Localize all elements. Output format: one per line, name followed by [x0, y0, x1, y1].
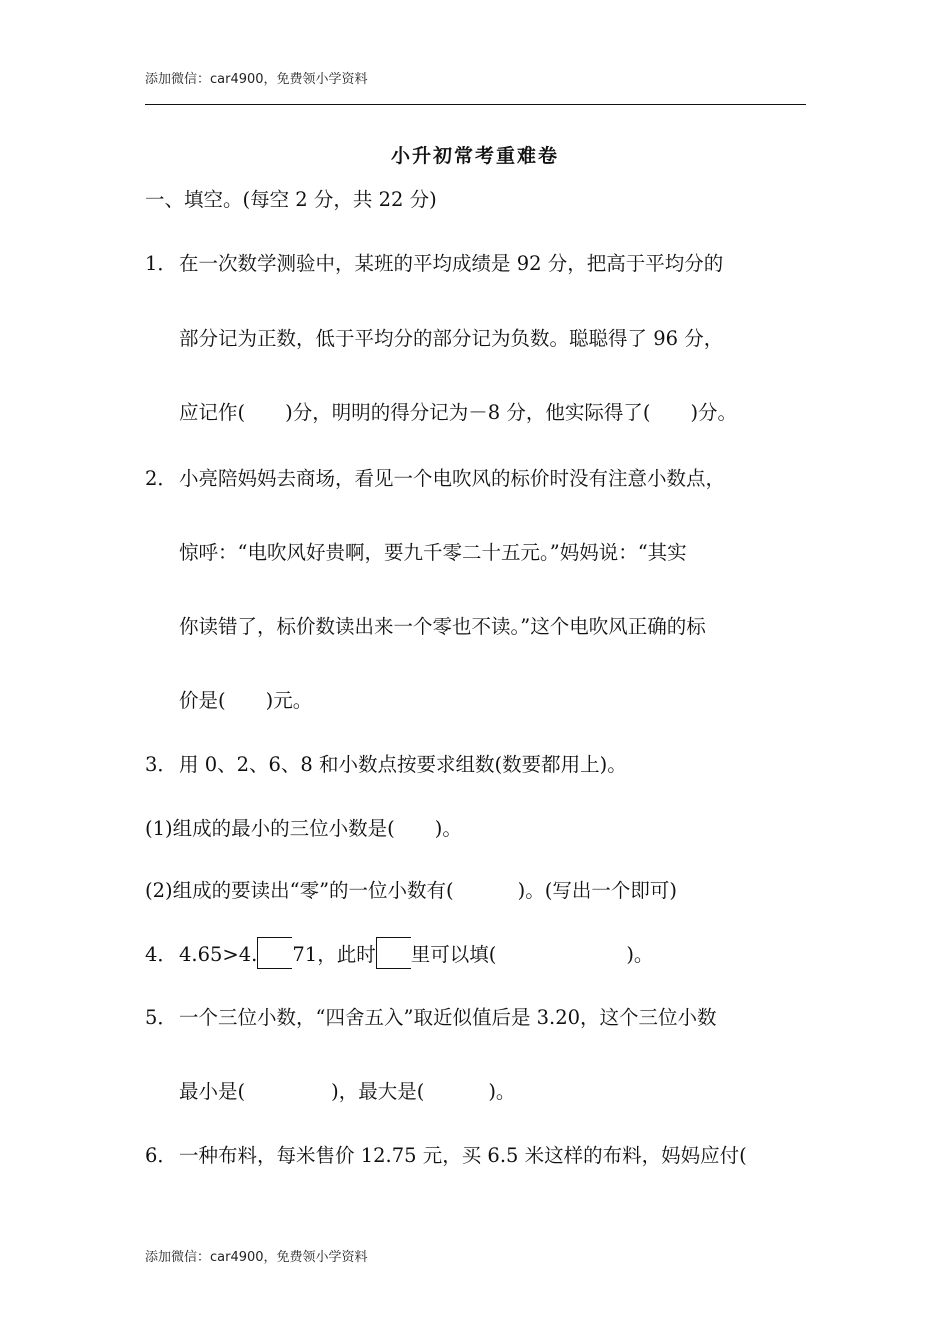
q4-digit-box-2[interactable]	[376, 937, 411, 969]
question-2-line-3: 你读错了，标价数读出来一个零也不读。”这个电吹风正确的标	[179, 615, 706, 638]
question-1-line-3	[179, 399, 737, 427]
question-3-text: 用 0、2、6、8 和小数点按要求组数(数要都用上)。	[179, 753, 627, 776]
q2-line-end: )元。	[265, 689, 313, 712]
question-6-line-1	[145, 1142, 747, 1170]
q4-digit-box-1[interactable]	[257, 937, 292, 969]
question-2-line-4	[179, 687, 312, 715]
q1-blank-2-open: )分，明明的得分记为－8 分，他实际得了(	[285, 401, 651, 424]
q5-blank-2-open: )，最大是(	[331, 1080, 425, 1103]
question-2-number: 2．	[145, 467, 177, 490]
question-1-number: 1．	[145, 252, 177, 275]
question-3-sub-2	[145, 877, 677, 905]
q3-sub2-end: )。(写出一个即可)	[517, 879, 677, 902]
q3-sub1-text: (1)组成的最小的三位小数是(	[145, 817, 395, 840]
header-divider	[145, 104, 806, 105]
q5-blank-1-open: 最小是(	[179, 1080, 246, 1103]
question-5-number: 5．	[145, 1006, 177, 1029]
page-footer: 添加微信：car4900，免费领小学资料	[145, 1250, 368, 1265]
question-1-text: 在一次数学测验中，某班的平均成绩是 92 分，把高于平均分的	[179, 252, 724, 275]
question-2-line-2: 惊呼：“电吹风好贵啊，要九千零二十五元。”妈妈说：“其实	[179, 541, 687, 564]
q2-blank-open: 价是(	[179, 689, 226, 712]
q4-text-c: 里可以填(	[410, 943, 497, 966]
question-1-line-2: 部分记为正数，低于平均分的部分记为负数。聪聪得了 96 分，	[179, 327, 724, 350]
question-6-number: 6．	[145, 1144, 177, 1167]
page-header: 添加微信：car4900，免费领小学资料	[145, 72, 368, 87]
question-3-sub-1	[145, 815, 462, 843]
question-5-line-2	[179, 1078, 515, 1106]
page-title: 小升初常考重难卷	[390, 145, 559, 167]
q3-sub2-text: (2)组成的要读出“零”的一位小数有(	[145, 879, 454, 902]
question-5-line-1	[145, 1004, 717, 1032]
question-5-text: 一个三位小数，“四舍五入”取近似值后是 3.20，这个三位小数	[179, 1006, 717, 1029]
q4-text-a: 4.65>4.	[179, 943, 258, 966]
question-4-number: 4．	[145, 943, 177, 966]
question-3-line-1	[145, 751, 627, 779]
question-4-line-1	[145, 941, 653, 969]
section-heading: 一、填空。(每空 2 分，共 22 分)	[145, 188, 437, 211]
question-2-line-1	[145, 465, 725, 493]
q1-blank-1-open: 应记作(	[179, 401, 246, 424]
q4-line-end: )。	[626, 943, 654, 966]
question-3-number: 3．	[145, 753, 177, 776]
q4-text-b: 71，此时	[292, 943, 376, 966]
q5-line-end: )。	[488, 1080, 516, 1103]
q3-sub1-end: )。	[434, 817, 462, 840]
q1-line-end: )分。	[690, 401, 738, 424]
question-6-text: 一种布料，每米售价 12.75 元，买 6.5 米这样的布料，妈妈应付(	[179, 1144, 747, 1167]
question-1-line-1	[145, 250, 723, 278]
question-2-text: 小亮陪妈妈去商场，看见一个电吹风的标价时没有注意小数点，	[179, 467, 726, 490]
